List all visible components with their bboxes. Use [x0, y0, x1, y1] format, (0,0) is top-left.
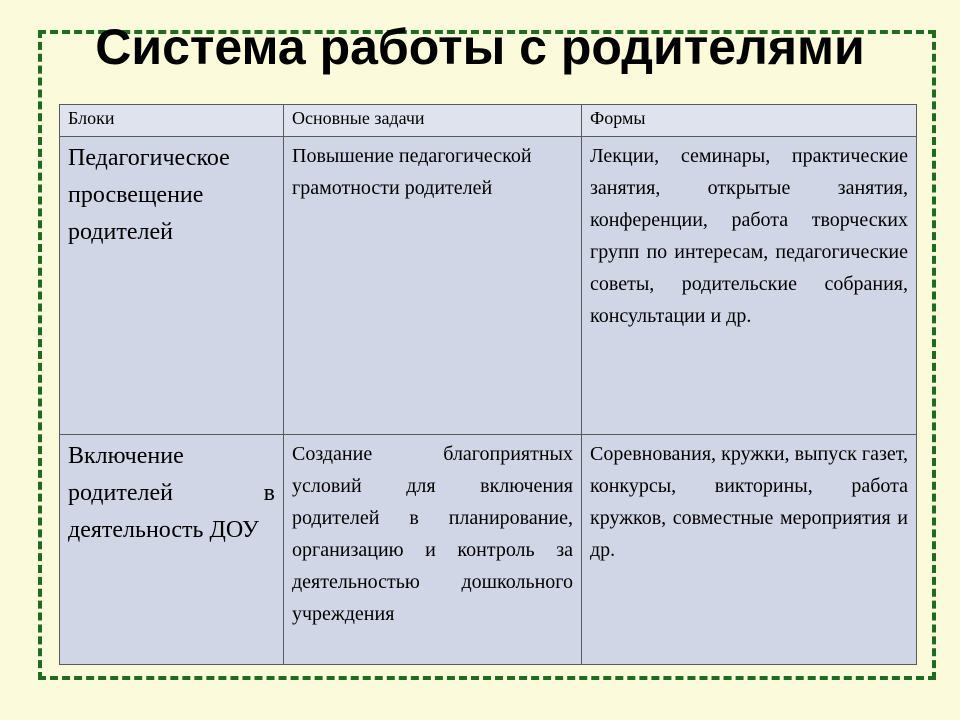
cell-forms: Лекции, семинары, практические занятия, открытые занятия, конференции, работа творческих групп по интересам, педагогические советы, родительские собрания, консультации и др.	[582, 137, 917, 435]
cell-task: Повышение педагогической грамотности родителей	[284, 137, 582, 435]
cell-task: Создание благоприятных условий для включения родителей в планирование, организацию и контроль за деятельностью дошкольного учреждения	[284, 435, 582, 665]
cell-block: Включение родителей в деятельность ДОУ	[60, 435, 284, 665]
header-forms: Формы	[582, 105, 917, 137]
cell-block: Педагогическое просвещение родителей	[60, 137, 284, 435]
table-header-row	[60, 105, 917, 137]
table-row	[60, 137, 917, 435]
table-row	[60, 435, 917, 665]
cell-forms: Соревнования, кружки, выпуск газет, конкурсы, викторины, работа кружков, совместные мероприятия и др.	[582, 435, 917, 665]
work-system-table	[59, 104, 917, 665]
header-blocks: Блоки	[60, 105, 284, 137]
header-main-tasks: Основные задачи	[284, 105, 582, 137]
page-title: Система работы с родителями	[95, 19, 865, 75]
